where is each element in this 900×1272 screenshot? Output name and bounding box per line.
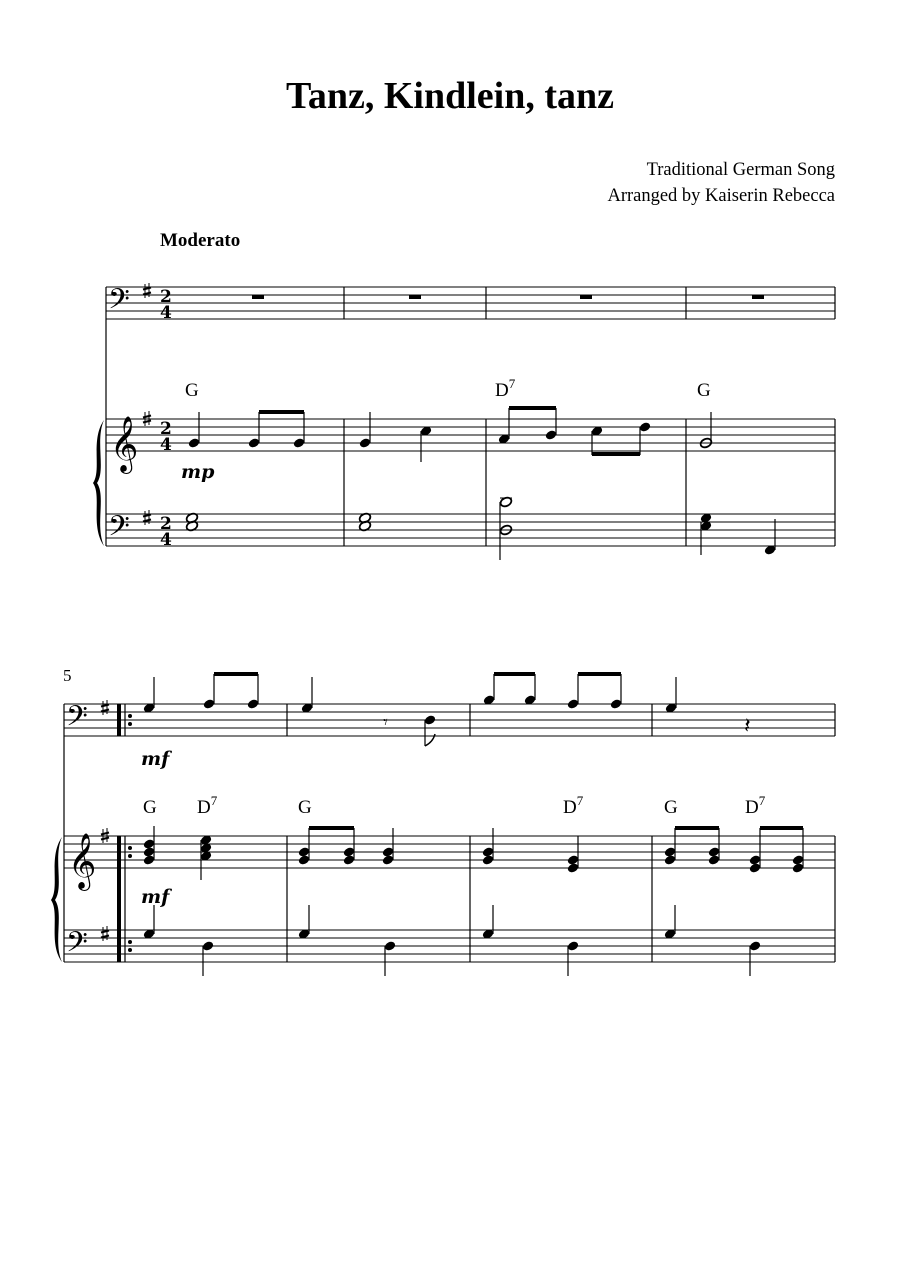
piano-brace	[93, 420, 104, 546]
bass-clef-icon: 𝄢	[66, 926, 88, 966]
dynamic-marking: mf	[141, 748, 170, 770]
chord-symbol: $D^7$	[495, 376, 516, 401]
bass-notes-sys1	[185, 496, 776, 560]
treble-clef-icon: 𝄞	[110, 416, 139, 472]
treble-chords-sys2	[143, 826, 805, 880]
melody-notes-sys2	[143, 672, 751, 746]
bass-notes-sys2	[143, 905, 762, 976]
chord-symbol: G	[664, 797, 678, 818]
sharp-icon	[101, 700, 109, 715]
bass-clef-icon: 𝄢	[66, 700, 88, 740]
chord-symbol: G	[697, 380, 711, 401]
sharp-icon	[143, 510, 151, 525]
chord-symbol: G	[298, 797, 312, 818]
chord-symbol: G	[143, 797, 157, 818]
svg-text:2: 2	[160, 419, 172, 439]
whole-rest	[580, 295, 592, 299]
eighth-rest-icon: 𝄾	[383, 712, 388, 733]
whole-rest	[409, 295, 421, 299]
barlines-1	[106, 287, 835, 546]
svg-text:2: 2	[160, 514, 172, 534]
svg-text:4: 4	[160, 303, 172, 323]
piano-bass-staff-2	[64, 930, 835, 962]
repeat-start	[117, 704, 132, 962]
piano-treble-staff-1	[106, 419, 835, 451]
dynamic-marking: mp	[181, 461, 215, 483]
tempo-marking: Moderato	[160, 230, 241, 251]
sharp-icon	[143, 283, 151, 298]
chord-symbol: $D^7$	[197, 793, 218, 818]
bass-clef-icon: 𝄢	[108, 283, 130, 323]
quarter-rest-icon: 𝄽	[744, 714, 751, 739]
bass-clef-icon: 𝄢	[108, 510, 130, 550]
time-signature	[160, 287, 172, 550]
treble-clef-icon: 𝄞	[68, 833, 97, 889]
whole-rest	[752, 295, 764, 299]
svg-text:2: 2	[160, 287, 172, 307]
system-1	[93, 283, 835, 560]
svg-text:4: 4	[160, 530, 172, 550]
sharp-icon	[101, 926, 109, 941]
melody-staff-1	[106, 287, 835, 319]
measure-number: 5	[63, 666, 72, 685]
svg-text:4: 4	[160, 435, 172, 455]
page-title: Tanz, Kindlein, tanz	[285, 75, 614, 117]
composer-credit: Traditional German Song	[646, 160, 835, 180]
system-2	[51, 672, 835, 976]
chord-symbol: $D^7$	[745, 793, 766, 818]
treble-notes-m3	[498, 406, 652, 456]
piano-bass-staff-1	[106, 514, 835, 546]
melody-staff-2	[64, 704, 835, 736]
chord-symbol: $D^7$	[563, 793, 584, 818]
dynamic-marking: mf	[141, 886, 170, 908]
piano-brace	[51, 837, 62, 962]
whole-rest	[252, 295, 264, 299]
chord-symbol: G	[185, 380, 199, 401]
arranger-credit: Arranged by Kaiserin Rebecca	[607, 186, 835, 206]
